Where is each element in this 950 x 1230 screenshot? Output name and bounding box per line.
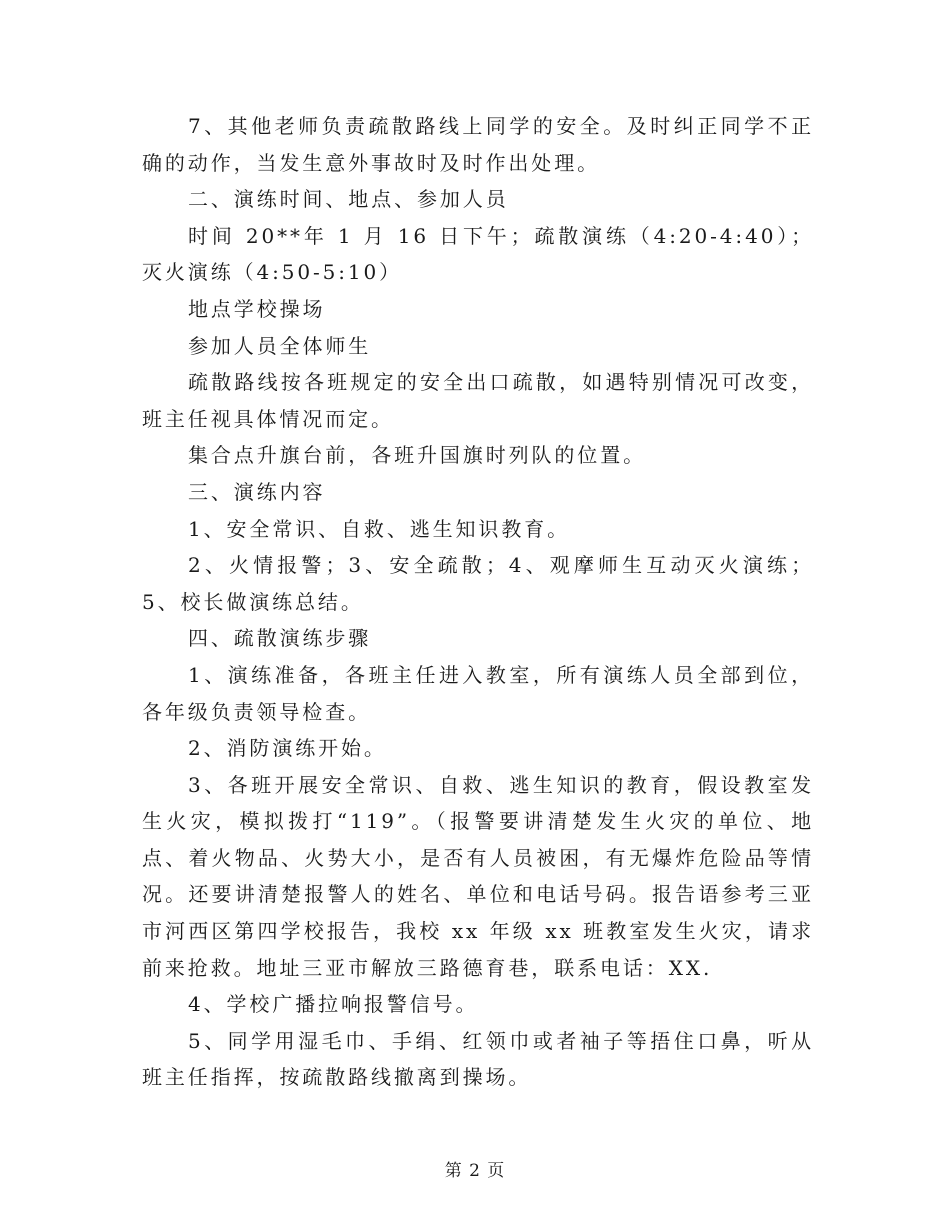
paragraph: 疏散路线按各班规定的安全出口疏散，如遇特别情况可改变，班主任视具体情况而定。 <box>142 370 814 431</box>
paragraph: 4、学校广播拉响报警信号。 <box>188 992 479 1017</box>
paragraph: 时间 20**年 1 月 16 日下午；疏散演练（4:20-4:40）；灭火演练（4:50-5:10） <box>142 223 814 285</box>
paragraph: 1、安全常识、自救、逃生知识教育。 <box>188 516 571 541</box>
paragraph: 集合点升旗台前，各班升国旗时列队的位置。 <box>188 443 646 468</box>
paragraph: 7、其他老师负责疏散路线上同学的安全。及时纠正同学不正确的动作，当发生意外事故时及时作出处理。 <box>142 114 814 175</box>
section-heading: 三、演练内容 <box>188 479 326 504</box>
paragraph: 1、演练准备，各班主任进入教室，所有演练人员全部到位，各年级负责领导检查。 <box>142 662 814 724</box>
paragraph: 3、各班开展安全常识、自救、逃生知识的教育，假设教室发生火灾，模拟拨打“119”。（报警要讲清楚发生火灾的单位、地点、着火物品、火势大小，是否有人员被困，有无爆炸危险品等情况。还要讲清楚报警人的姓名、单位和电话号码。报告语参考三亚市河西区第四学校报告，我校 xx 年级 xx 班教室发生火灾，请求前来抢救。地址三亚市解放三路德育巷，联系电话：XX. <box>142 772 814 980</box>
paragraph: 2、火情报警；3、安全疏散；4、观摩师生互动灭火演练；5、校长做演练总结。 <box>142 553 814 614</box>
paragraph: 2、消防演练开始。 <box>188 736 387 761</box>
paragraph: 参加人员全体师生 <box>188 333 372 358</box>
page-number: 第 2 页 <box>444 1161 506 1181</box>
section-heading: 四、疏散演练步骤 <box>188 626 372 651</box>
paragraph: 5、同学用湿毛巾、手绢、红领巾或者袖子等捂住口鼻，听从班主任指挥，按疏散路线撤离到操场。 <box>142 1028 814 1090</box>
document-body <box>142 108 814 1096</box>
section-heading: 二、演练时间、地点、参加人员 <box>188 187 509 212</box>
paragraph: 地点学校操场 <box>188 296 326 321</box>
